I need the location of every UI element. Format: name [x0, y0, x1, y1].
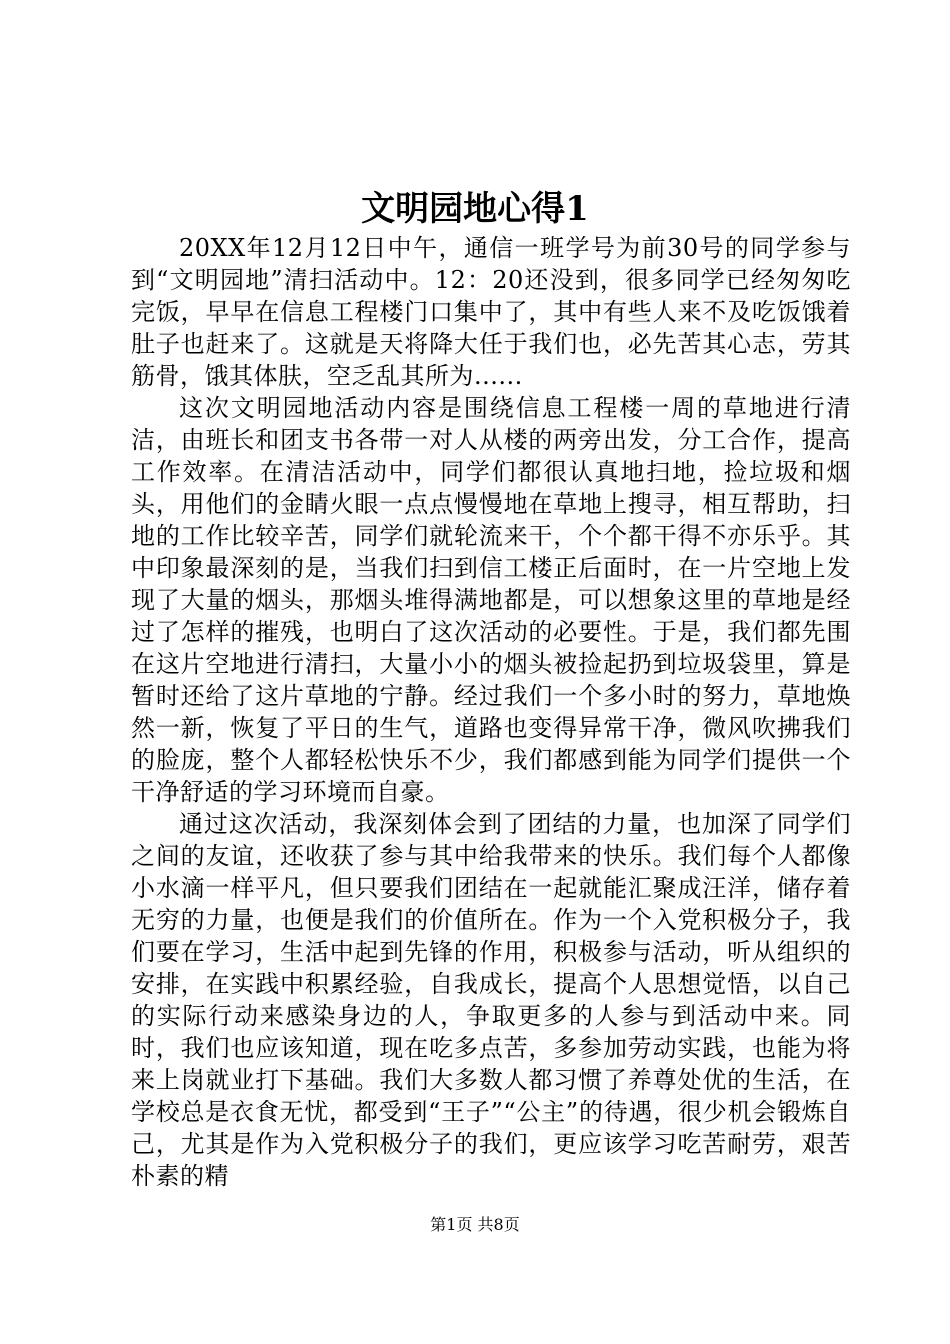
page-footer: 第1页 共8页 [430, 1215, 520, 1234]
document-title: 文明园地心得1 [361, 189, 589, 229]
document-body [131, 232, 851, 1192]
paragraph-3: 通过这次活动，我深刻体会到了团结的力量，也加深了同学们之间的友谊，还收获了参与其中给我带来的快乐。我们每个人都像小水滴一样平凡，但只要我们团结在一起就能汇聚成汪洋，储存着无穷的力量，也便是我们的价值所在。作为一个入党积极分子，我们要在学习，生活中起到先锋的作用，积极参与活动，听从组织的安排，在实践中积累经验，自我成长，提高个人思想觉悟，以自己的实际行动来感染身边的人，争取更多的人参与到活动中来。同时，我们也应该知道，现在吃多点苦，多参加劳动实践，也能为将来上岗就业打下基础。我们大多数人都习惯了养尊处优的生活，在学校总是衣食无忧，都受到“王子”“公主”的待遇，很少机会锻炼自己，尤其是作为入党积极分子的我们，更应该学习吃苦耐劳，艰苦朴素的精 [131, 810, 851, 1190]
paragraph-1: 20XX年12月12日中午，通信一班学号为前30号的同学参与到“文明园地”清扫活动中。12：20还没到，很多同学已经匆匆吃完饭，早早在信息工程楼门口集中了，其中有些人来不及吃饭饿着肚子也赶来了。这就是天将降大任于我们也，必先苦其心志，劳其筋骨，饿其体肤，空乏乱其所为...... [131, 234, 851, 390]
paragraph-2: 这次文明园地活动内容是围绕信息工程楼一周的草地进行清洁，由班长和团支书各带一对人从楼的两旁出发，分工合作，提高工作效率。在清洁活动中，同学们都很认真地扫地，捡垃圾和烟头，用他们的金睛火眼一点点慢慢地在草地上搜寻，相互帮助，扫地的工作比较辛苦，同学们就轮流来干，个个都干得不亦乐乎。其中印象最深刻的是，当我们扫到信工楼正后面时，在一片空地上发现了大量的烟头，那烟头堆得满地都是，可以想象这里的草地是经过了怎样的摧残，也明白了这次活动的必要性。于是，我们都先围在这片空地进行清扫，大量小小的烟头被捡起扔到垃圾袋里，算是暂时还给了这片草地的宁静。经过我们一个多小时的努力，草地焕然一新，恢复了平日的生气，道路也变得异常干净，微风吹拂我们的脸庞，整个人都轻松快乐不少，我们都感到能为同学们提供一个干净舒适的学习环境而自豪。 [131, 394, 851, 806]
